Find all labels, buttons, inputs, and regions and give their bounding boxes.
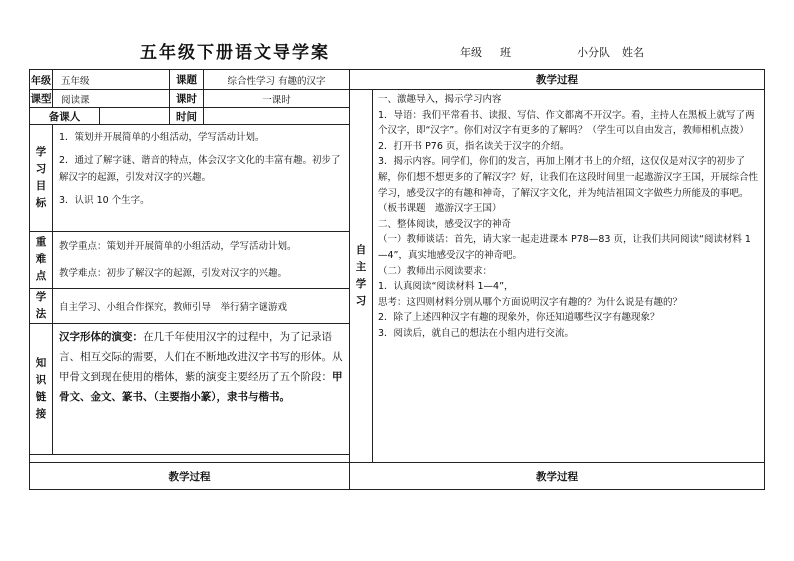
group-field-label: 小分队 (577, 46, 610, 59)
grade-field-label: 年级 (460, 46, 482, 59)
topic-value: 综合性学习 有趣的汉字 (204, 70, 350, 90)
type-value: 阅读课 (53, 90, 170, 108)
knowledge-stages: 甲骨文、金文、篆书、（主要指小篆），隶书与楷书。 (59, 370, 343, 403)
goals-label: 学 习 目 标 (30, 125, 53, 232)
footer-process-left: 教学过程 (30, 463, 350, 490)
process-header: 教学过程 (350, 70, 765, 90)
prep-label: 备课人 (30, 108, 100, 125)
prep-value (100, 108, 170, 125)
class-field-label: 班 (500, 46, 511, 59)
grade-label: 年级 (30, 70, 53, 90)
knowledge-heading: 汉字形体的演变： (59, 330, 143, 343)
footer-process-right: 教学过程 (350, 463, 765, 490)
goals-content: 1．策划并开展简单的小组活动，学写活动计划。 2．通过了解字谜、谐音的特点，体会汉字文化的丰富有趣。初步了解汉字的起源，引发对汉字的兴趣。 3．认识 10 个生字。 (53, 125, 350, 232)
topic-label: 课题 (170, 70, 204, 90)
name-field-label: 姓名 (622, 46, 644, 59)
time-value (204, 108, 350, 125)
grade-value: 五年级 (53, 70, 170, 90)
knowledge-label: 知 识 链 接 (30, 323, 53, 454)
self-study-label: 自 主 学 习 (350, 90, 373, 462)
key-points-label: 重 难 点 (30, 232, 53, 288)
knowledge-text: 在几千年使用汉字的过程中，为了记录语言、相互交际的需要，人们在不断地改进汉字书写的形体。从甲骨文到现在使用的楷体，紫的演变主要经历了五个阶段： (59, 330, 343, 383)
page-title: 五年级下册语文导学案 (140, 43, 330, 63)
hours-value: 一课时 (204, 90, 350, 108)
hours-label: 课时 (170, 90, 204, 108)
teaching-process-content: 一、激趣导入，揭示学习内容 1．导语：我们平常看书、读报、写信、作文都离不开汉字。看，主持人在黑板上就写了两个汉字，即“汉字”。你们对汉字有更多的了解吗？（学生可以自由发言，教师相机点拨） 2．打开书 P76 页，指名读关于汉字的介绍。 3．揭示内容。同学们，你们的发言，再加上刚才书上的介绍，这仅仅是对汉字的初步了解，你们想不想更多的了解汉字？好，让我们在这段时间里一起遨游汉字王国，开展综合性学习，感受汉字的有趣和神奇，了解汉字文化，并为纯洁祖国文字做些力所能及的事吧。 （板书课题 遨游汉字王国） 二、整体阅读，感受汉字的神奇 （一）教师谈话：首先，请大家一起走进课本 P78—83 页，让我们共同阅读“阅读材料 1—4”，真实地感受汉字的神奇吧。 （二）教师出示阅读要求： 1．认真阅读“阅读材料 1—4”， 思考：这四则材料分别从哪个方面说明汉字有趣的？为什么说是有趣的？ 2．除了上述四种汉字有趣的现象外，你还知道哪些汉字有趣现象？ 3．阅读后，就自己的想法在小组内进行交流。 (378, 94, 759, 339)
knowledge-content (53, 323, 350, 454)
lesson-plan-table (29, 69, 765, 490)
type-label: 课型 (30, 90, 53, 108)
methods-label: 学 法 (30, 288, 53, 323)
key-points-content: 教学重点：策划并开展简单的小组活动，学写活动计划。 教学难点：初步了解汉字的起源，引发对汉字的兴趣。 (53, 232, 350, 288)
methods-content: 自主学习、小组合作探究，教师引导 举行猜字谜游戏 (53, 288, 350, 323)
time-label: 时间 (170, 108, 204, 125)
